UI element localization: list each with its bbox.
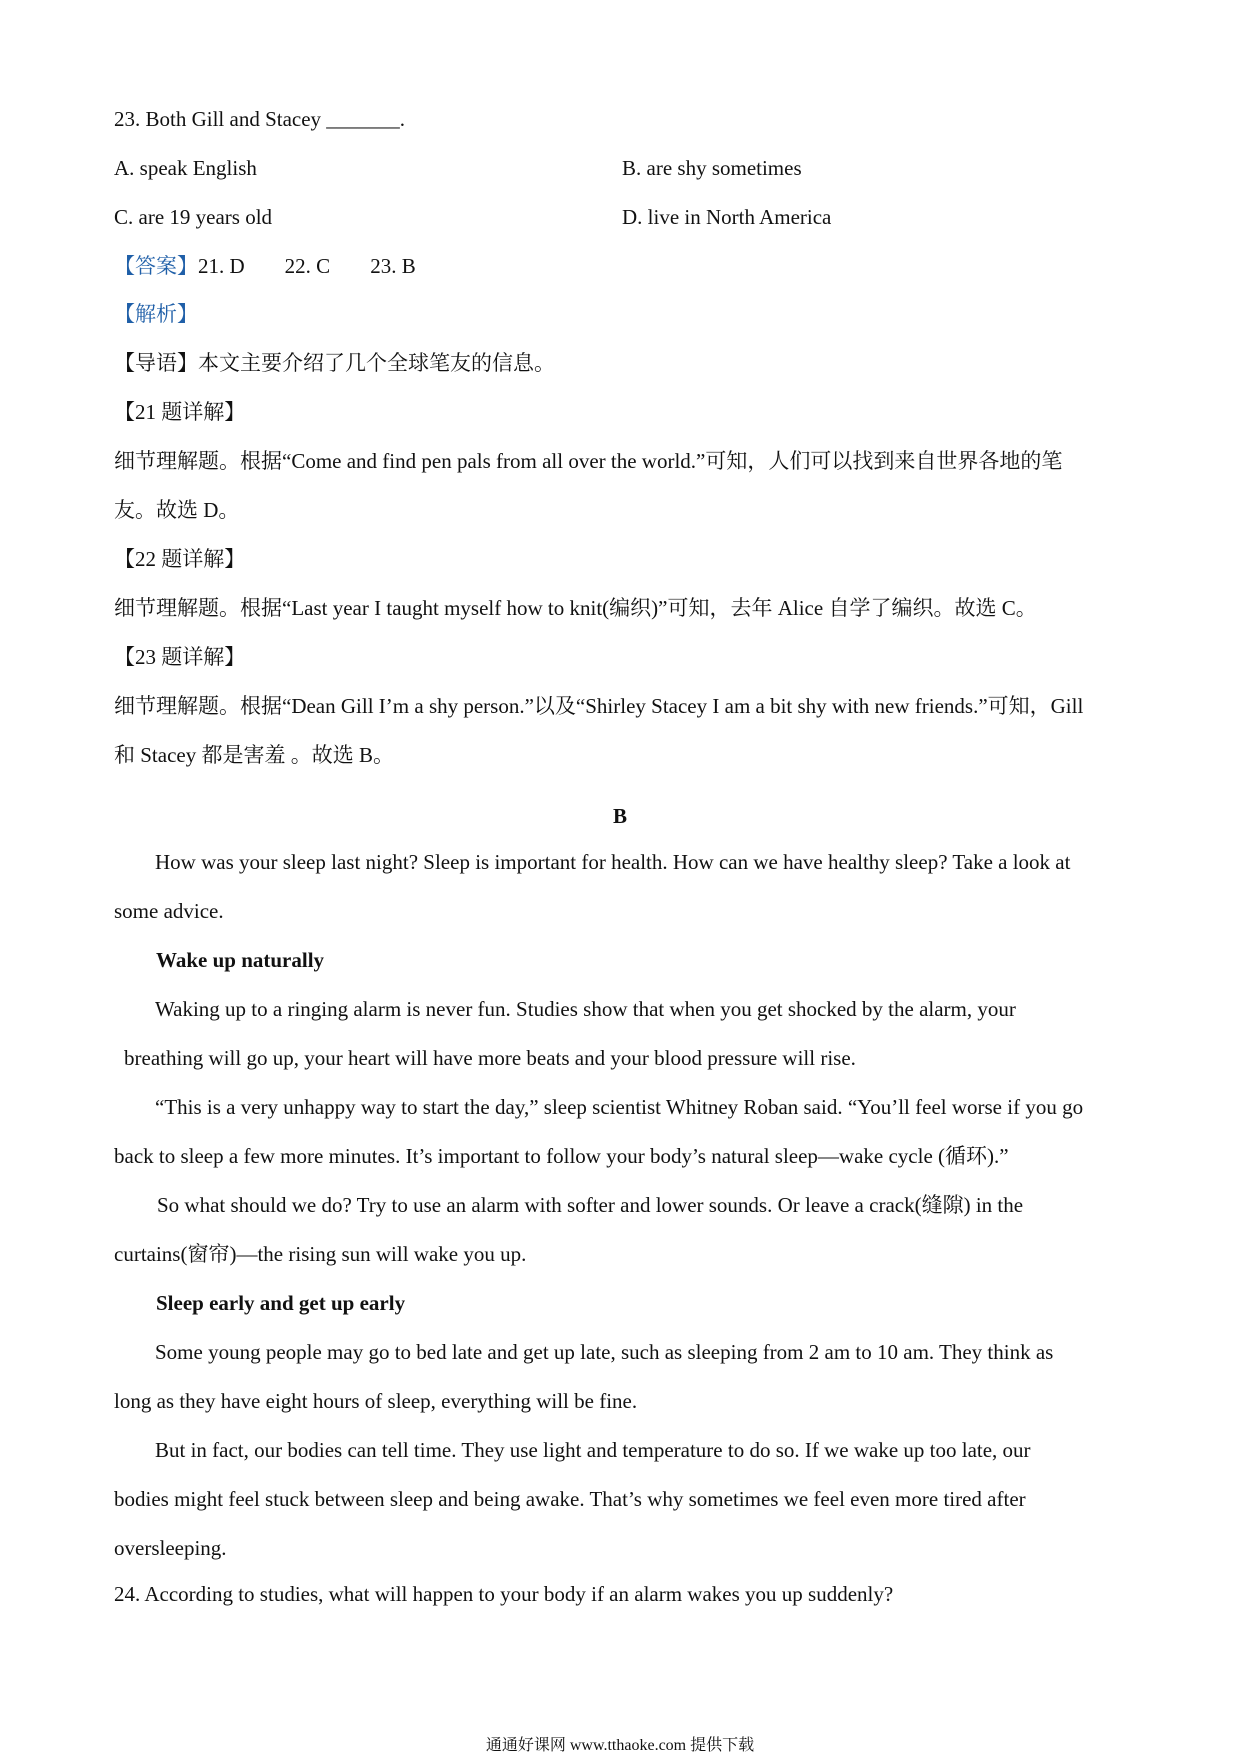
detail-23-line1: 细节理解题。根据“Dean Gill I’m a shy person.”以及“Shirley Stacey I am a bit shy with new friends.”可知，Gill	[114, 694, 1084, 718]
passage-p6-line1: But in fact, our bodies can tell time. They use light and temperature to do so. If we wake up too late, our	[155, 1438, 1031, 1462]
answer-21: 21. D	[198, 254, 245, 278]
detail-23-line2: 和 Stacey 都是害羞 。故选 B。	[114, 743, 394, 767]
passage-heading: B	[612, 804, 627, 828]
subheading-wake-up: Wake up naturally	[156, 948, 325, 972]
q23-option-b: B. are shy sometimes	[622, 156, 802, 180]
passage-p5-line2: long as they have eight hours of sleep, everything will be fine.	[114, 1389, 638, 1413]
page-footer: 通通好课网 www.tthaoke.com 提供下载	[485, 1737, 755, 1754]
detail-22-line1: 细节理解题。根据“Last year I taught myself how to knit(编织)”可知，去年 Alice 自学了编织。故选 C。	[114, 596, 1037, 620]
analysis-label: 【解析】	[114, 302, 198, 326]
detail-23-title: 【23 题详解】	[114, 645, 246, 669]
passage-p2-line1: Waking up to a ringing alarm is never fun. Studies show that when you get shocked by the alarm, your	[155, 997, 1016, 1021]
q24-stem: 24. According to studies, what will happen to your body if an alarm wakes you up suddenly?	[114, 1582, 894, 1606]
passage-p3-line1: “This is a very unhappy way to start the day,” sleep scientist Whitney Roban said. “You’ll feel worse if you go	[155, 1095, 1084, 1119]
passage-p6-line3: oversleeping.	[114, 1536, 227, 1560]
passage-p1-line2: some advice.	[114, 899, 224, 923]
answer-22: 22. C	[284, 254, 331, 278]
passage-p4-line2: curtains(窗帘)—the rising sun will wake you up.	[114, 1242, 527, 1266]
passage-p2-line2: breathing will go up, your heart will have more beats and your blood pressure will rise.	[124, 1046, 856, 1070]
answer-23: 23. B	[370, 254, 416, 278]
passage-p4-line1: So what should we do? Try to use an alarm with softer and lower sounds. Or leave a crack(缝隙) in the	[157, 1193, 1024, 1217]
answer-line	[114, 252, 416, 280]
analysis-intro: 【导语】本文主要介绍了几个全球笔友的信息。	[114, 351, 555, 375]
passage-p5-line1: Some young people may go to bed late and get up late, such as sleeping from 2 am to 10 am. They think as	[155, 1340, 1054, 1364]
detail-21-line2: 友。故选 D。	[114, 498, 240, 522]
passage-p3-line2: back to sleep a few more minutes. It’s important to follow your body’s natural sleep—wake cycle (循环).”	[114, 1144, 1009, 1168]
subheading-sleep-early: Sleep early and get up early	[156, 1291, 406, 1315]
q23-option-c: C. are 19 years old	[114, 205, 273, 229]
detail-21-title: 【21 题详解】	[114, 400, 246, 424]
detail-21-line1: 细节理解题。根据“Come and find pen pals from all over the world.”可知，人们可以找到来自世界各地的笔	[114, 449, 1063, 473]
passage-p1-line1: How was your sleep last night? Sleep is important for health. How can we have healthy sleep? Take a look at	[155, 850, 1071, 874]
q23-option-d: D. live in North America	[622, 205, 832, 229]
q23-stem: 23. Both Gill and Stacey _______.	[114, 107, 406, 131]
q23-option-a: A. speak English	[114, 156, 257, 180]
detail-22-title: 【22 题详解】	[114, 547, 246, 571]
passage-p6-line2: bodies might feel stuck between sleep and being awake. That’s why sometimes we feel even more tired after	[114, 1487, 1026, 1511]
answer-label: 【答案】	[114, 254, 198, 278]
